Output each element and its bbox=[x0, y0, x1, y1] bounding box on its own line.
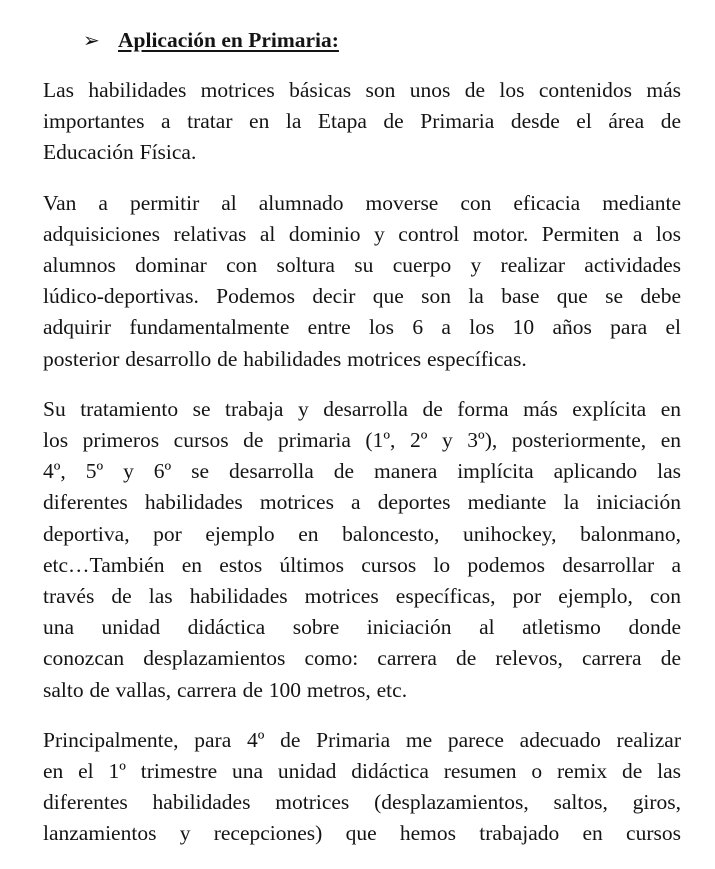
paragraph-2 bbox=[43, 188, 681, 375]
text-line: Educación Física. bbox=[43, 140, 197, 165]
text-line: deportiva, por ejemplo en baloncesto, unihockey, balonmano, bbox=[43, 521, 681, 546]
text-line: lúdico-deportivas. Podemos decir que son la base que se debe bbox=[43, 284, 681, 309]
text-line: Su tratamiento se trabaja y desarrolla de forma más explícita en bbox=[43, 396, 681, 421]
text-line: Van a permitir al alumnado moverse con eficacia mediante bbox=[43, 190, 681, 215]
section-heading bbox=[83, 24, 681, 56]
paragraph-4 bbox=[43, 725, 681, 850]
arrow-bullet-icon: ➢ bbox=[83, 28, 100, 52]
section-title: Aplicación en Primaria: bbox=[118, 28, 339, 52]
text-line: diferentes habilidades motrices (desplazamientos, saltos, giros, bbox=[43, 790, 681, 815]
text-line: una unidad didáctica sobre iniciación al atletismo donde bbox=[43, 615, 681, 640]
text-line: en el 1º trimestre una unidad didáctica resumen o remix de las bbox=[43, 759, 681, 784]
text-line: diferentes habilidades motrices a deportes mediante la iniciación bbox=[43, 490, 681, 515]
text-line: través de las habilidades motrices específicas, por ejemplo, con bbox=[43, 584, 681, 609]
text-line: etc…También en estos últimos cursos lo podemos desarrollar a bbox=[43, 552, 681, 577]
text-line: salto de vallas, carrera de 100 metros, etc. bbox=[43, 677, 408, 702]
text-line: conozcan desplazamientos como: carrera de relevos, carrera de bbox=[43, 646, 681, 671]
text-line: Principalmente, para 4º de Primaria me parece adecuado realizar bbox=[43, 727, 681, 752]
text-line: adquisiciones relativas al dominio y control motor. Permiten a los bbox=[43, 221, 681, 246]
text-line: importantes a tratar en la Etapa de Primaria desde el área de bbox=[43, 109, 681, 134]
paragraph-3 bbox=[43, 394, 681, 706]
text-line: posterior desarrollo de habilidades motrices específicas. bbox=[43, 346, 527, 371]
text-line: adquirir fundamentalmente entre los 6 a los 10 años para el bbox=[43, 315, 681, 340]
text-line: lanzamientos y recepciones) que hemos trabajado en cursos bbox=[43, 821, 681, 846]
text-line: Las habilidades motrices básicas son unos de los contenidos más bbox=[43, 78, 681, 102]
text-line: alumnos dominar con soltura su cuerpo y realizar actividades bbox=[43, 253, 681, 278]
document-page bbox=[43, 24, 681, 869]
paragraph-1 bbox=[43, 75, 681, 169]
text-line: los primeros cursos de primaria (1º, 2º y 3º), posteriormente, en bbox=[43, 428, 681, 453]
text-line: 4º, 5º y 6º se desarrolla de manera implícita aplicando las bbox=[43, 459, 681, 484]
